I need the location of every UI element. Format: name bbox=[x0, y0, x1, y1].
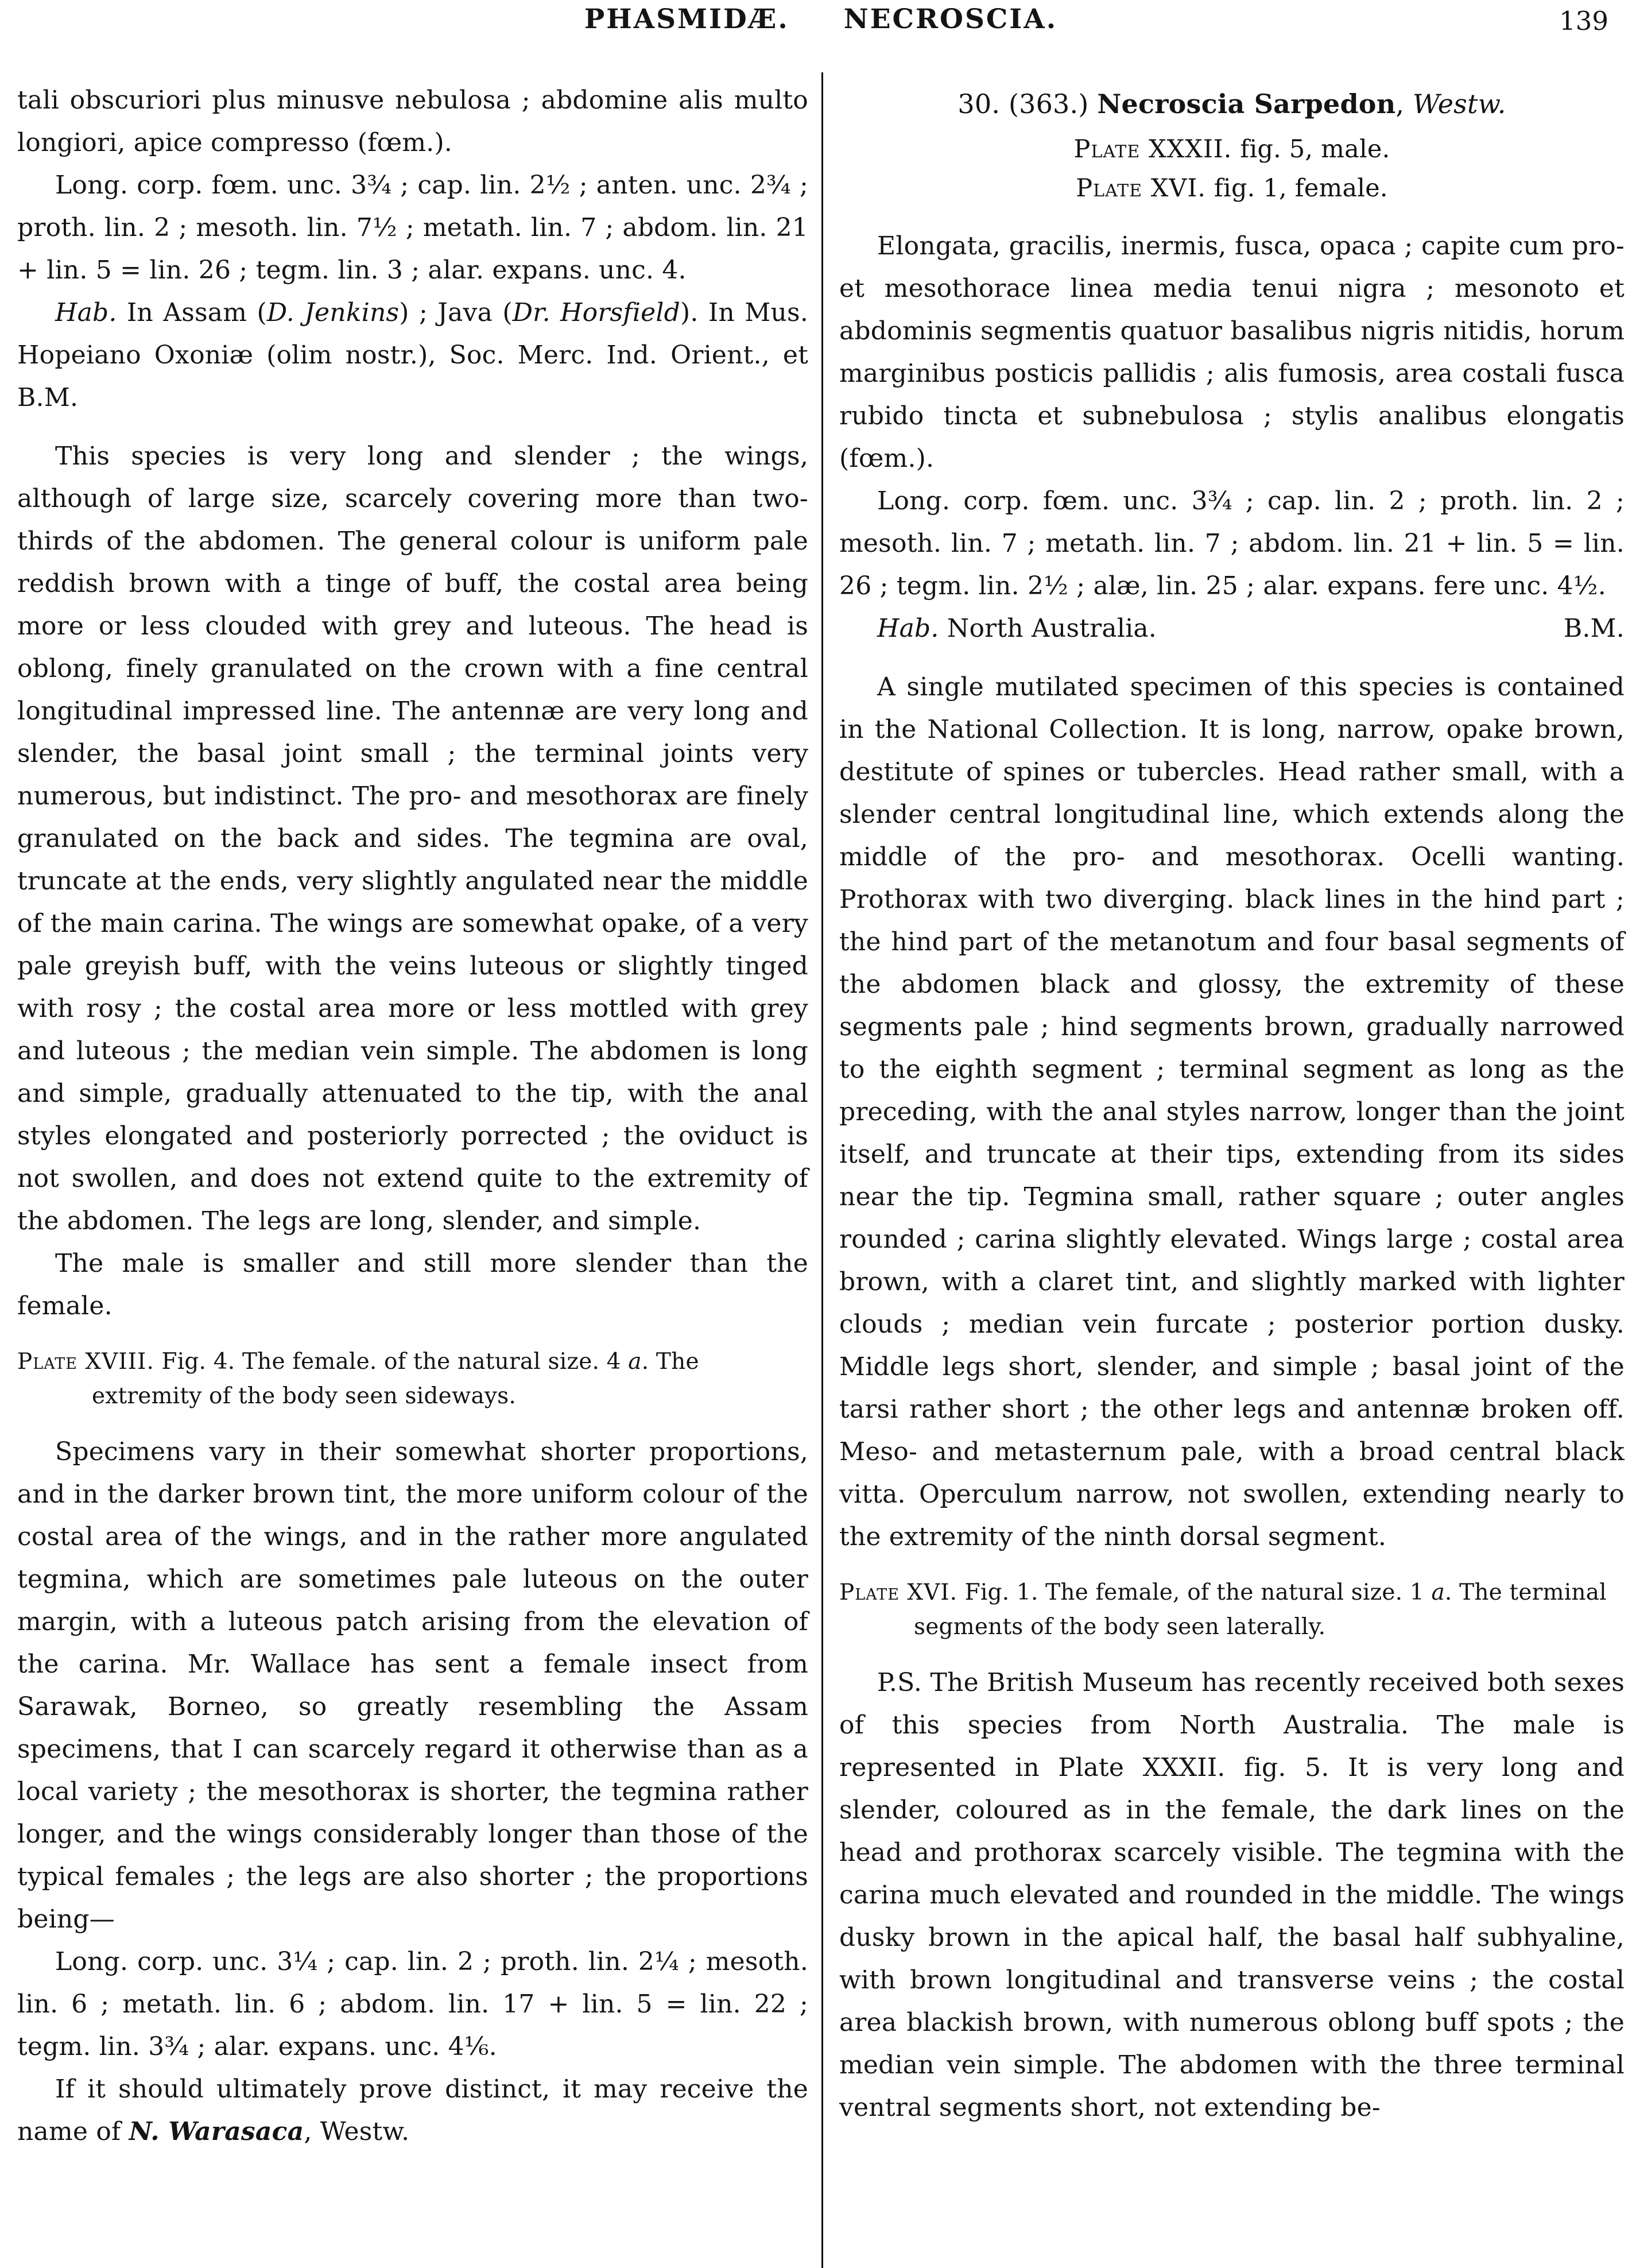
plate-ref-female: Plate XVI. fig. 1, female. bbox=[1076, 174, 1388, 203]
measurements-female: Long. corp. fœm. unc. 3¾ ; cap. lin. 2½ ; anten. unc. 2¾ ; proth. lin. 2 ; mesoth. lin. 7½ ; metath. lin. 7 ; abdom. lin. 21 + lin. 5 = lin. 26 ; tegm. lin. 3 ; alar. expans. unc. 4. bbox=[17, 171, 808, 285]
page-header bbox=[17, 3, 1625, 49]
plate-caption: Plate XVIII. Fig. 4. The female. of the natural size. 4 a. The extremity of the body seen sideways. bbox=[17, 1349, 699, 1409]
right-column bbox=[839, 79, 1625, 2129]
male-size-note: The male is smaller and still more slender than the female. bbox=[17, 1249, 808, 1321]
species-description: This species is very long and slender ; the wings, although of large size, scarcely covering more than two-thirds of the abdomen. The general colour is uniform pale reddish brown with a tinge of buff, the costal area being more or less clouded with grey and luteous. The head is oblong, finely granulated on the crown with a fine central longitudinal impressed line. The antennæ are very long and slender, the basal joint small ; the terminal joints very numerous, but indistinct. The pro- and mesothorax are finely granulated on the back and sides. The tegmina are oval, truncate at the ends, very slightly angulated near the middle of the main carina. The wings are somewhat opake, of a very pale greyish buff, with the veins luteous or slightly tinged with rosy ; the costal area more or less mottled with grey and luteous ; the median vein simple. The abdomen is long and simple, gradually attenuated to the tip, with the anal styles elongated and posteriorly porrected ; the oviduct is not swollen, and does not extend quite to the extremity of the abdomen. The legs are long, slender, and simple. bbox=[17, 442, 808, 1236]
running-title-family: PHASMIDÆ. bbox=[584, 3, 789, 35]
plate-caption: Plate XVI. Fig. 1. The female, of the natural size. 1 a. The terminal segments of the body seen laterally. bbox=[839, 1580, 1607, 1640]
page-number: 139 bbox=[1559, 6, 1608, 36]
running-title-genus: NECROSCIA. bbox=[843, 3, 1058, 35]
habitat-line: Hab. In Assam (D. Jenkins) ; Java (Dr. Horsfield). In Mus. Hopeiano Oxoniæ (olim nostr.), Soc. Merc. Ind. Orient., et B.M. bbox=[17, 298, 809, 412]
measurements-variety: Long. corp. unc. 3¼ ; cap. lin. 2 ; proth. lin. 2¼ ; mesoth. lin. 6 ; metath. lin. 6 ; abdom. lin. 17 + lin. 5 = lin. 22 ; tegm. lin. 3¾ ; alar. expans. unc. 4⅙. bbox=[17, 1947, 808, 2061]
habitat-line bbox=[839, 607, 1625, 650]
latin-description-continuation: tali obscuriori plus minusve nebulosa ; abdomine alis multo longiori, apice compresso (fœm.). bbox=[17, 86, 808, 157]
variation-note: Specimens vary in their somewhat shorter proportions, and in the darker brown tint, the more uniform colour of the costal area of the wings, and in the rather more angulated tegmina, which are sometimes pale luteous on the outer margin, with a luteous patch arising from the elevation of the carina. Mr. Wallace has sent a female insect from Sarawak, Borneo, so greatly resembling the Assam specimens, that I can scarcely regard it otherwise than as a local variety ; the mesothorax is shorter, the tegmina rather longer, and the wings considerably longer than those of the typical females ; the legs are also shorter ; the proportions being— bbox=[17, 1437, 808, 1934]
species-heading: 30. (363.) Necroscia Sarpedon, Westw. bbox=[957, 88, 1506, 119]
habitat-text: Hab. North Australia. bbox=[877, 614, 1157, 643]
naming-note: If it should ultimately prove distinct, it may receive the name of N. Warasaca, Westw. bbox=[17, 2075, 808, 2146]
postscript: P.S. The British Museum has recently received both sexes of this species from North Australia. The male is represented in Plate XXXII. fig. 5. It is very long and slender, coloured as in the female, the dark lines on the head and prothorax scarcely visible. The tegmina with the carina much elevated and rounded in the middle. The wings dusky brown in the apical half, the basal half subhyaline, with brown longitudinal and transverse veins ; the costal area blackish brown, with numerous oblong buff spots ; the median vein simple. The abdomen with the three terminal ventral segments short, not extending be- bbox=[839, 1668, 1625, 2122]
left-column bbox=[17, 79, 808, 2153]
specimen-description: A single mutilated specimen of this species is contained in the National Collection. It is long, narrow, opake brown, destitute of spines or tubercles. Head rather small, with a slender central longitudinal line, which extends along the middle of the pro- and mesothorax. Ocelli wanting. Prothorax with two diverging. black lines in the hind part ; the hind part of the metanotum and four basal segments of the abdomen black and glossy, the extremity of these segments pale ; hind segments brown, gradually narrowed to the eighth segment ; terminal segment as long as the preceding, with the anal styles narrow, longer than the joint itself, and truncate at their tips, extending from its sides near the tip. Tegmina small, rather square ; outer angles rounded ; carina slightly elevated. Wings large ; costal area brown, with a claret tint, and slightly marked with lighter clouds ; median vein furcate ; posterior portion dusky. Middle legs short, slender, and simple ; basal joint of the tarsi rather short ; the other legs and antennæ broken off. Meso- and metasternum pale, with a broad central black vitta. Operculum narrow, not swollen, extending nearly to the extremity of the ninth dorsal segment. bbox=[839, 672, 1625, 1551]
plate-ref-male: Plate XXXII. fig. 5, male. bbox=[1073, 135, 1390, 164]
column-divider-rule bbox=[821, 72, 823, 2268]
collection-abbrev: B.M. bbox=[1563, 614, 1625, 643]
running-title bbox=[17, 3, 1625, 35]
latin-diagnosis: Elongata, gracilis, inermis, fusca, opaca ; capite cum pro- et mesothorace linea media tenui nigra ; mesonoto et abdominis segmentis quatuor basalibus nigris nitidis, horum marginibus posticis pallidis ; alis fumosis, area costali fusca rubido tincta et subnebulosa ; stylis analibus elongatis (fœm.). bbox=[839, 231, 1625, 473]
measurements-female: Long. corp. fœm. unc. 3¾ ; cap. lin. 2 ; proth. lin. 2 ; mesoth. lin. 7 ; metath. lin. 7 ; abdom. lin. 21 + lin. 5 = lin. 26 ; tegm. lin. 2½ ; alæ, lin. 25 ; alar. expans. fere unc. 4½. bbox=[839, 486, 1625, 601]
